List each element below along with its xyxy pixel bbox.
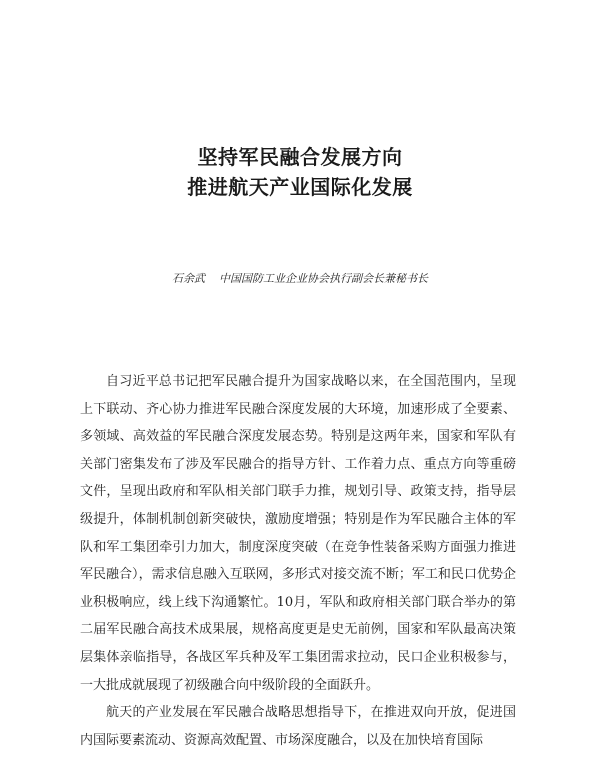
title-line-1: 坚持军民融合发展方向 — [197, 145, 403, 169]
title-line-2: 推进航天产业国际化发展 — [187, 175, 413, 199]
body-paragraph-1: 自习近平总书记把军民融合提升为国家战略以来，在全国范围内，呈现上下联动、齐心协力推进军民融合深度发展的大环境，加速形成了全要素、多领域、高效益的军民融合深度发展态势。特别是这两年来，国家和军队有关部门密集发布了涉及军民融合的指导方针、工作着力点、重点方向等重磅文件，呈现出政府和军队相关部门联手力推，规划引导、政策支持，指导层级提升，体制机制创新突破快，激励度增强；特别是作为军民融合主体的军队和军工集团牵引力加大，制度深度突破（在竞争性装备采购方面强力推进军民融合），需求信息融入互联网，多形式对接交流不断；军工和民口优势企业积极响应，线上线下沟通繁忙。10月，军队和政府相关部门联合举办的第二届军民融合高技术成果展，规格高度更是史无前例，国家和军队最高决策层集体亲临指导，各战区军兵种及军工集团需求拉动，民口企业积极参与，一大批成就展现了初级融合向中级阶段的全面跃升。 — [80, 374, 516, 693]
author-byline — [0, 272, 600, 286]
author-position: 中国国防工业企业协会执行副会长兼秘书长 — [219, 272, 428, 285]
author-name: 石余武 — [172, 272, 205, 285]
article-body — [80, 368, 516, 754]
body-paragraph-2: 航天的产业发展在军民融合战略思想指导下，在推进双向开放，促进国内国际要素流动、资源高效配置、市场深度融合，以及在加快培育国际 — [80, 705, 516, 748]
article-title — [0, 142, 600, 202]
